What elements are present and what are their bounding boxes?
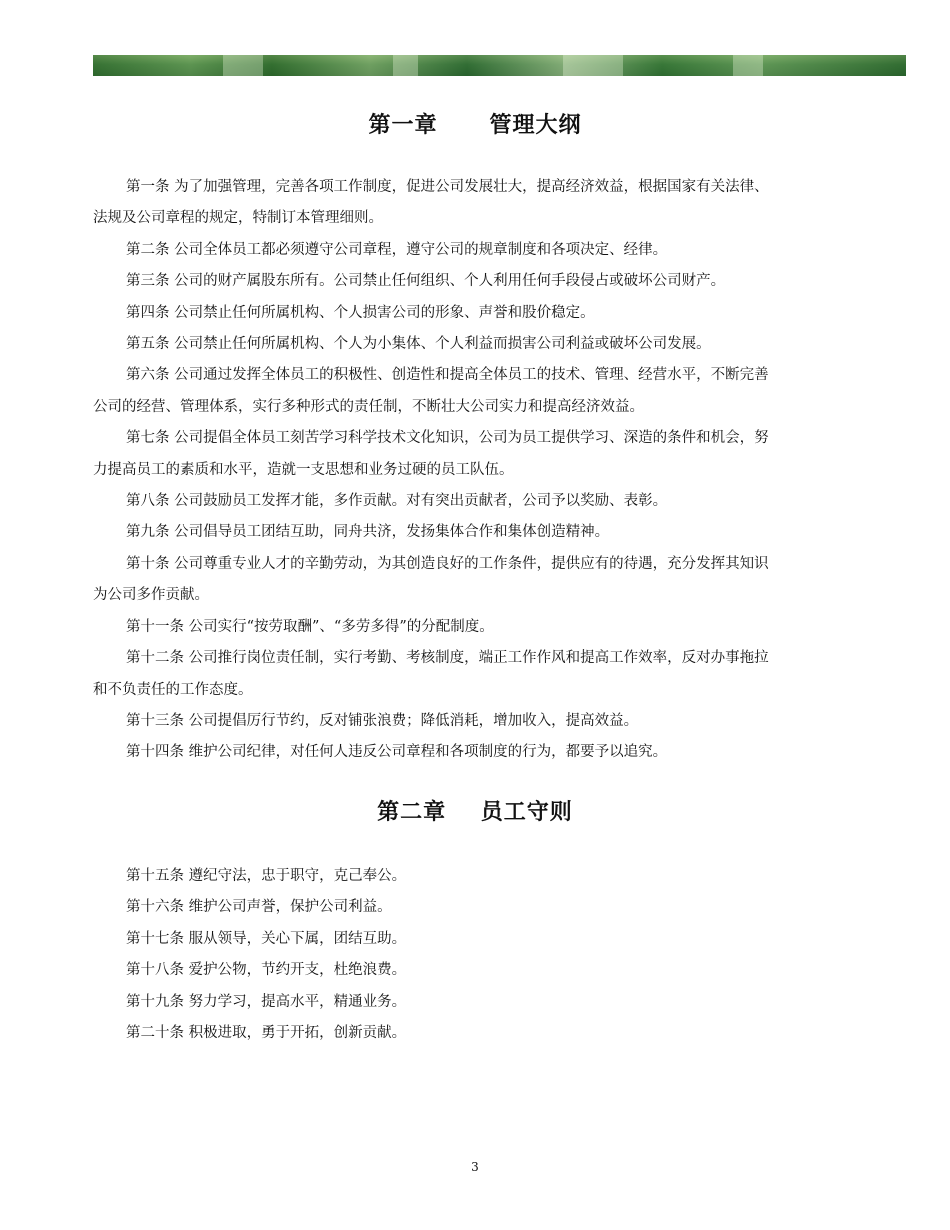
page-number: 3 <box>471 1160 479 1174</box>
article-line: 第十一条 公司实行“按劳取酬”、“多劳多得”的分配制度。 <box>126 618 494 635</box>
article-line: 第十二条 公司推行岗位责任制，实行考勤、考核制度，端正工作作风和提高工作效率，反对办事拖拉 <box>126 650 769 667</box>
article-paragraph <box>93 955 873 986</box>
article-line: 公司的经营、管理体系，实行多种形式的责任制，不断壮大公司实力和提高经济效益。 <box>93 398 644 415</box>
article-paragraph <box>93 266 873 297</box>
article-paragraph <box>93 706 873 737</box>
article-paragraph <box>93 861 873 892</box>
article-line: 第四条 公司禁止任何所属机构、个人损害公司的形象、声誉和股价稳定。 <box>126 304 595 321</box>
article-line: 第二十条 积极进取，勇于开拓，创新贡献。 <box>126 1025 407 1042</box>
article-paragraph <box>93 298 873 329</box>
article-paragraph <box>93 643 873 706</box>
article-line: 第十四条 维护公司纪律，对任何人违反公司章程和各项制度的行为，都要予以追究。 <box>126 744 668 761</box>
article-paragraph <box>93 1018 873 1049</box>
article-line: 第五条 公司禁止任何所属机构、个人为小集体、个人利益而损害公司利益或破坏公司发展。 <box>126 336 711 353</box>
article-line: 第六条 公司通过发挥全体员工的积极性、创造性和提高全体员工的技术、管理、经营水平，不断完善 <box>126 367 769 384</box>
chapter-body <box>93 172 873 769</box>
article-line: 第八条 公司鼓励员工发挥才能，多作贡献。对有突出贡献者，公司予以奖励、表彰。 <box>126 493 668 510</box>
header-banner-image <box>93 55 906 76</box>
article-line: 法规及公司章程的规定，特制订本管理细则。 <box>93 210 383 227</box>
chapter-title: 第二章 员工守则 <box>377 800 573 825</box>
article-line: 第十七条 服从领导，关心下属，团结互助。 <box>126 930 407 947</box>
article-line: 第三条 公司的财产属股东所有。公司禁止任何组织、个人利用任何手段侵占或破坏公司财产。 <box>126 273 726 290</box>
article-paragraph <box>93 517 873 548</box>
article-line: 第十六条 维护公司声誉，保护公司利益。 <box>126 899 392 916</box>
article-line: 第十九条 努力学习，提高水平，精通业务。 <box>126 993 407 1010</box>
chapter-body <box>93 861 873 1049</box>
article-paragraph <box>93 486 873 517</box>
article-paragraph <box>93 924 873 955</box>
article-paragraph <box>93 329 873 360</box>
article-line: 力提高员工的素质和水平，造就一支思想和业务过硬的员工队伍。 <box>93 461 514 478</box>
article-paragraph <box>93 549 873 612</box>
article-paragraph <box>93 423 873 486</box>
article-line: 和不负责任的工作态度。 <box>93 681 253 698</box>
article-line: 第一条 为了加强管理，完善各项工作制度，促进公司发展壮大，提高经济效益，根据国家有关法律、 <box>126 179 769 195</box>
article-line: 第九条 公司倡导员工团结互助，同舟共济，发扬集体合作和集体创造精神。 <box>126 524 610 541</box>
article-paragraph <box>93 360 873 423</box>
article-paragraph <box>93 987 873 1018</box>
article-paragraph <box>93 172 873 235</box>
article-line: 第十五条 遵纪守法，忠于职守，克己奉公。 <box>126 868 407 884</box>
article-line: 第十三条 公司提倡厉行节约，反对铺张浪费；降低消耗，增加收入，提高效益。 <box>126 712 639 729</box>
article-line: 为公司多作贡献。 <box>93 587 209 604</box>
article-paragraph <box>93 612 873 643</box>
chapter-title: 第一章 管理大纲 <box>368 113 582 138</box>
article-paragraph <box>93 737 873 768</box>
article-line: 第十八条 爱护公物，节约开支，杜绝浪费。 <box>126 962 407 979</box>
article-line: 第十条 公司尊重专业人才的辛勤劳动，为其创造良好的工作条件，提供应有的待遇，充分发挥其知识 <box>126 555 769 572</box>
article-line: 第七条 公司提倡全体员工刻苦学习科学技术文化知识，公司为员工提供学习、深造的条件和机会，努 <box>126 430 769 447</box>
article-line: 第二条 公司全体员工都必须遵守公司章程，遵守公司的规章制度和各项决定、经律。 <box>126 241 668 258</box>
article-paragraph <box>93 892 873 923</box>
article-paragraph <box>93 235 873 266</box>
